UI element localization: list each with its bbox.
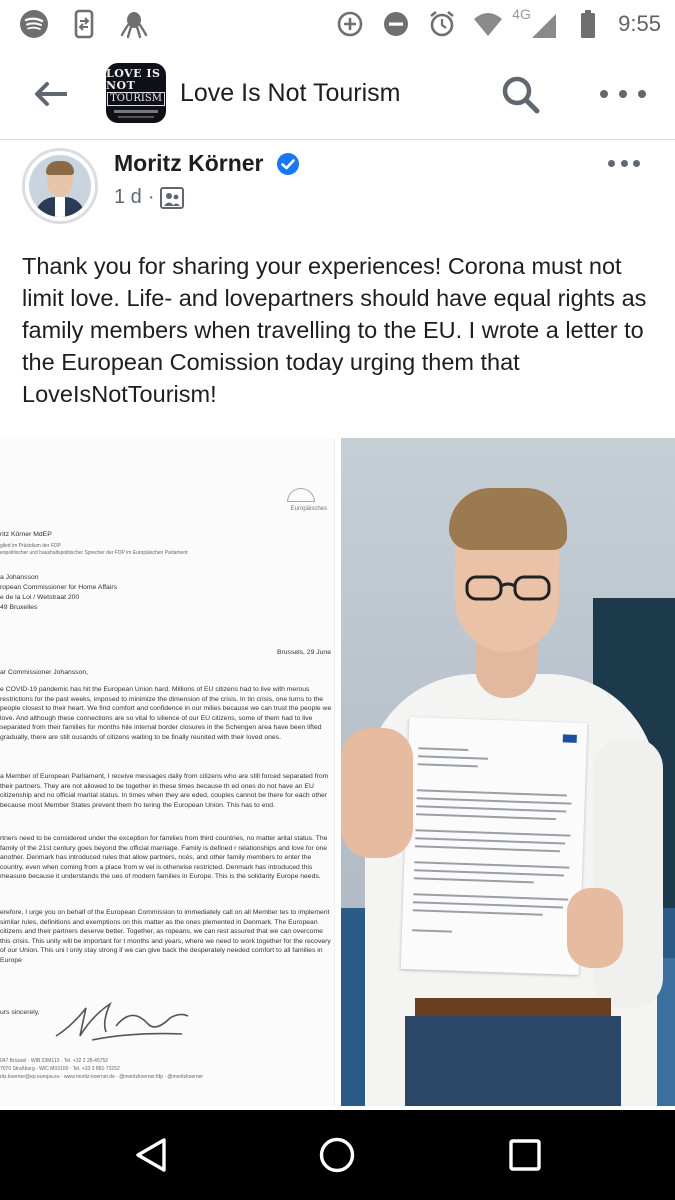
back-triangle-icon bbox=[134, 1137, 168, 1173]
letter-paragraph: e COVID-19 pandemic has hit the European Union hard. Millions of EU citizens had to live with merous restrictions for the past weeks, imposed to minimize the dimension of the crisis. In tin crisis, one turns to the people closest to their heart. We find comfort and confidence in our milies because we can trust the people we love. And although these connections are so vital fo silience of our EU citizens, some of them had to live separated from their families for months hile internal border closures in the Schengen area have been lifted gradually, there are still ousands of citizens waiting to be finally reunited with their loved ones. bbox=[0, 686, 332, 741]
post-photo-letter[interactable] bbox=[0, 438, 335, 1106]
person-hand bbox=[341, 728, 413, 858]
alarm-icon bbox=[426, 8, 458, 40]
nav-home-button[interactable] bbox=[314, 1132, 360, 1178]
recents-square-icon bbox=[508, 1138, 542, 1172]
held-letter-line bbox=[417, 789, 567, 796]
held-letter-line bbox=[413, 901, 563, 908]
more-dot bbox=[619, 90, 627, 98]
group-logo[interactable] bbox=[106, 63, 166, 123]
back-button[interactable] bbox=[28, 74, 72, 114]
letter-date: Brussels, 29 June bbox=[276, 649, 331, 656]
held-letter-line bbox=[415, 829, 570, 836]
nav-recents-button[interactable] bbox=[502, 1132, 548, 1178]
group-logo-text-1: LOVE IS NOT bbox=[106, 67, 161, 92]
held-letter-line bbox=[418, 747, 468, 751]
clock: 9:55 bbox=[618, 11, 661, 36]
held-letter-line bbox=[417, 797, 572, 804]
meta-separator: · bbox=[147, 186, 155, 208]
group-title[interactable]: Love Is Not Tourism bbox=[180, 79, 401, 107]
letter-paragraph: rtners need to be considered under the exception for families from third countries, no matter arital status. The family of the 21st century goes beyond the official marriage. Family is defined r relationships and love for one another. Denmark has introduced rules that allow partners, ncés, and other family members to enter the country, even when coming from a place from w vel is otherwise restricted. Denmark has introduced this measure because it understands the ues of modern families in Europe. This is the solidarity Europe needs. bbox=[0, 835, 328, 881]
more-dot bbox=[608, 160, 615, 167]
author-avatar[interactable] bbox=[22, 148, 98, 224]
letter-footer: ritz.koerner@ep.europa.eu · www.moritz-koerner.de · @moritzkoerner.fdp · @moritzkoerner bbox=[0, 1074, 204, 1080]
held-letter-line bbox=[415, 845, 560, 852]
spotify-icon bbox=[18, 8, 50, 40]
glasses-icon bbox=[463, 574, 553, 602]
data-saver-icon bbox=[334, 8, 366, 40]
author-name[interactable]: Moritz Körner bbox=[114, 150, 264, 176]
held-letter-line bbox=[414, 861, 569, 868]
letter-recipient: ropean Commissioner for Home Affairs bbox=[0, 584, 117, 591]
arrow-left-icon bbox=[33, 81, 67, 107]
held-letter-line bbox=[414, 877, 534, 883]
signal-icon bbox=[512, 6, 558, 40]
letter-paragraph: erefore, I urge you on behalf of the European Commission to immediately call on all Member tes to implement similar rules, definitions and exemptions on this matter as the ones plemented in Denmark. The European citizens and their partners deserve better. Together, as ropeans, we can rest assured that we can overcome this crisis. This unity will be important for t months and years, where we need to work together for the recovery of our Union. This uni l only stay strong if we can give back the desperately needed comfort to all families in Europe bbox=[0, 909, 331, 964]
held-letter-line bbox=[418, 763, 478, 767]
app-bar bbox=[0, 48, 675, 140]
held-letter bbox=[401, 717, 588, 975]
held-letter-line bbox=[414, 869, 564, 876]
more-dot bbox=[633, 160, 640, 167]
post-photo-person[interactable] bbox=[341, 438, 675, 1106]
letter-footer: 047 Brüssel · WIB 03M113 · Tel. +32 2 28-45752 bbox=[0, 1058, 109, 1064]
held-letter-line bbox=[416, 805, 566, 812]
phone-transfer-icon bbox=[68, 8, 100, 40]
more-dot bbox=[638, 90, 646, 98]
held-letter-line bbox=[415, 837, 565, 844]
post-time[interactable]: 1 d bbox=[114, 186, 142, 208]
person-hair bbox=[449, 488, 567, 550]
held-letter-line bbox=[412, 929, 452, 932]
letter-recipient: 49 Bruxelles bbox=[0, 604, 38, 611]
held-letter-line bbox=[418, 755, 488, 759]
status-bar-left bbox=[18, 8, 150, 40]
letter-paragraph: a Member of European Parliament, I receive messages daily from citizens who are still forced separated from their partners. They are not allowed to be together in these times because th ed ones do not have an EU citizenship and no official marital status. In times when they are eded, couples cannot be there for each other because most Member States prevent them fro tering the European Union. This has to end. bbox=[0, 773, 329, 809]
network-type: 4G bbox=[512, 6, 531, 22]
group-logo-text-2: TOURISM bbox=[107, 92, 165, 106]
letter-sender-sub: glied im Präsidium der FDP bbox=[0, 543, 61, 549]
home-circle-icon bbox=[318, 1136, 356, 1174]
letter-sender-sub: enpolitischer und haushaltspolitischer Sprecher der FDP im Europäischen Parlament bbox=[0, 550, 188, 556]
ep-label: Europäisches bbox=[290, 506, 327, 512]
octopus-icon bbox=[118, 8, 150, 40]
group-logo-line bbox=[118, 116, 154, 118]
letter-sender: ritz Körner MdEP bbox=[0, 531, 52, 538]
signature-icon bbox=[52, 996, 192, 1044]
letter-footer: 7070 Straßburg · WIC M03100 · Tel. +33 3 881-73152 bbox=[0, 1066, 120, 1072]
post-meta bbox=[114, 186, 184, 209]
held-letter-line bbox=[413, 893, 568, 900]
held-letter-line bbox=[416, 813, 556, 820]
letter-document bbox=[0, 438, 335, 1106]
do-not-disturb-icon bbox=[380, 8, 412, 40]
held-letter-line bbox=[413, 909, 543, 916]
more-options-button[interactable] bbox=[600, 82, 646, 106]
avatar-shirt bbox=[55, 197, 65, 217]
person-hand bbox=[567, 888, 623, 968]
status-bar bbox=[0, 0, 675, 48]
group-members-icon bbox=[160, 187, 184, 209]
avatar-hair bbox=[46, 161, 74, 175]
post-text: Thank you for sharing your experiences! Corona must not limit love. Life- and lovepartners should have equal rights as family members when travelling to the EU. I wrote a letter to the European Comission today urging them that LoveIsNotTourism! bbox=[22, 253, 647, 407]
more-dot bbox=[600, 90, 608, 98]
group-logo-line bbox=[114, 110, 158, 113]
person-belt bbox=[415, 998, 611, 1018]
post-options-button[interactable] bbox=[608, 156, 640, 170]
ep-logo-icon bbox=[287, 488, 315, 502]
more-dot bbox=[621, 160, 628, 167]
search-icon bbox=[500, 74, 542, 116]
nav-back-button[interactable] bbox=[128, 1132, 174, 1178]
system-nav-bar bbox=[0, 1110, 675, 1200]
letter-recipient: a Johansson bbox=[0, 574, 39, 581]
avatar-photo bbox=[29, 155, 91, 217]
letter-recipient: e de la Loi / Wetstraat 200 bbox=[0, 594, 80, 601]
status-bar-right bbox=[334, 8, 661, 40]
wifi-icon bbox=[472, 8, 504, 40]
verified-badge-icon bbox=[276, 152, 300, 176]
eu-flag-icon bbox=[563, 734, 577, 742]
battery-icon bbox=[572, 8, 604, 40]
person-jeans bbox=[405, 1016, 621, 1106]
letter-salutation: ar Commissioner Johansson, bbox=[0, 669, 89, 676]
letter-closing: urs sincerely, bbox=[0, 1009, 40, 1016]
search-button[interactable] bbox=[500, 74, 542, 116]
